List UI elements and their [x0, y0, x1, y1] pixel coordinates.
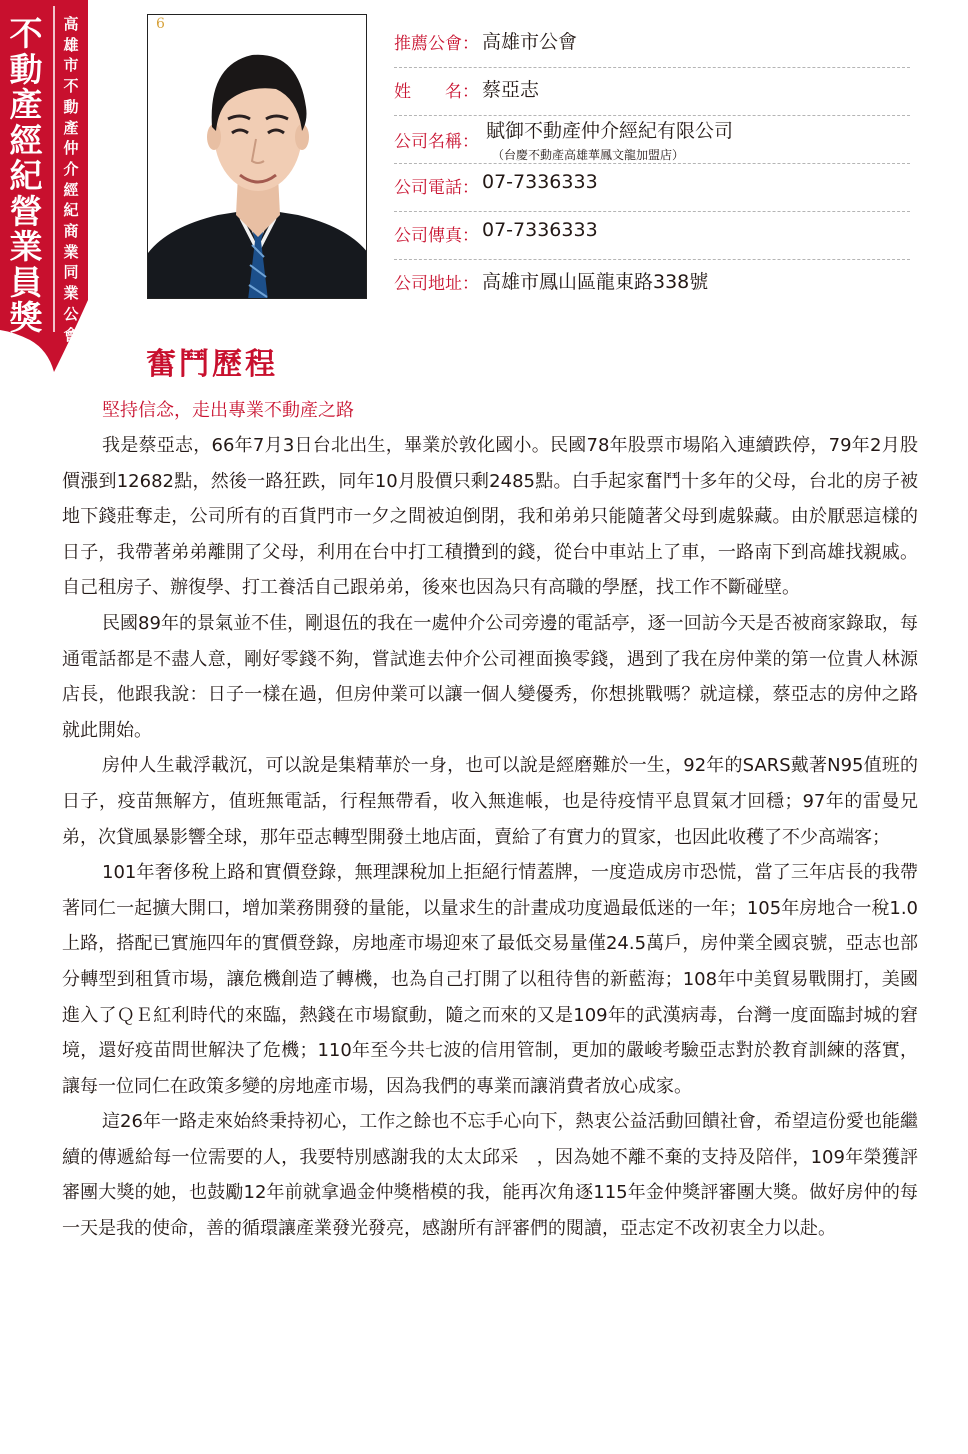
name-label-second: 名：	[445, 82, 479, 102]
name-label	[394, 77, 479, 102]
story-paragraph: 101年奢侈稅上路和實價登錄，無理課稅加上拒絕行情蓋牌，一度造成房市恐慌，當了三年店長的我帶著同仁一起擴大開口，增加業務開發的量能，以量求生的計畫成功度過最低迷的一年；105年房地合一稅1.0上路，搭配已實施四年的實價登錄，房地產市場迎來了最低交易量僅24.5萬戶，房仲業全國哀號，亞志也部分轉型到租賃市場，讓危機創造了轉機，也為自己打開了以租待售的新藍海；108年中美貿易戰開打，美國進入了ＱＥ紅利時代的來臨，熱錢在市場竄動，隨之而來的又是109年的武漢病毒，台灣一度面臨封城的窘境，還好疫苗問世解決了危機；110年至今共七波的信用管制，更加的嚴峻考驗亞志對於教育訓練的落實，讓每一位同仁在政策多變的房地產市場，因為我們的專業而讓消費者放心成家。	[62, 862, 918, 1097]
association-value: 高雄市公會	[482, 31, 578, 53]
name-value: 蔡亞志	[482, 79, 540, 101]
story-paragraph: 民國89年的景氣並不佳，剛退伍的我在一處仲介公司旁邊的電話亭，逐一回訪今天是否被商家錄取，每通電話都是不盡人意，剛好零錢不夠，嘗試進去仲介公司裡面換零錢，遇到了我在房仲業的第一位貴人林源 店長，他跟我說：日子一樣在過，但房仲業可以讓一個人變優秀，你想挑戰嗎？就這樣，蔡亞志的房仲之路就此開始。	[62, 612, 936, 741]
phone-label: 公司電話：	[394, 178, 479, 198]
phone-value: 07-7336333	[482, 171, 598, 193]
story-paragraph: 房仲人生載浮載沉，可以說是集精華於一身，也可以說是經磨難於一生，92年的SARS戴著N95值班的日子，疫苗無解方，值班無電話，行程無帶看，收入無進帳，也是待疫情平息買氣才回穩；97年的雷曼兄弟，次貸風暴影響全球，那年亞志轉型開發土地店面，賣給了有實力的買家，也因此收穫了不少高端客；	[62, 755, 918, 848]
award-title: 不動產經紀營業員獎	[9, 14, 43, 337]
story-paragraph: 這26年一路走來始終秉持初心，工作之餘也不忘手心向下，熱衷公益活動回饋社會，希望這份愛也能繼續的傳遞給每一位需要的人，我要特別感謝我的太太邱采 ，因為她不離不棄的支持及陪伴，109年榮獲評審團大獎的她，也鼓勵12年前就拿過金仲獎楷模的我，能再次角逐115年金仲獎評審團大獎。做好房仲的每一天是我的使命，善的循環讓產業發光發亮，感謝所有評審們的閱讀，亞志定不改初衷全力以赴。	[62, 1111, 918, 1240]
company-label: 公司名稱：	[394, 132, 479, 152]
info-row-association	[394, 20, 910, 68]
address-label: 公司地址：	[394, 274, 479, 294]
info-row-address	[394, 260, 910, 308]
profile-info	[394, 20, 910, 308]
section-heading: 奮鬥歷程	[146, 347, 278, 382]
info-row-fax	[394, 212, 910, 260]
info-row-phone	[394, 164, 910, 212]
address-value: 高雄市鳳山區龍東路338號	[482, 271, 709, 293]
story-subtitle: 堅持信念，走出專業不動產之路	[102, 400, 354, 421]
photo-mark: 6	[156, 16, 165, 32]
story-paragraph: 我是蔡亞志，66年7月3日台北出生，畢業於敦化國小。民國78年股票市場陷入連續跌停，79年2月股價漲到12682點，然後一路狂跌，同年10月股價只剩2485點。白手起家奮鬥十多年的父母，台北的房子被地下錢莊奪走，公司所有的百貨門市一夕之間被迫倒閉，我和弟弟只能隨著父母到處躲藏。由於厭惡這樣的日子，我帶著弟弟離開了父母，利用在台中打工積攢到的錢，從台中車站上了車，一路南下到高雄找親戚。自己租房子、辦復學、打工養活自己跟弟弟，後來也因為只有高職的學歷，找工作不斷碰壁。	[62, 435, 918, 599]
portrait-illustration	[148, 15, 367, 299]
association-name: 高雄市不動產仲介經紀商業同業公會	[63, 15, 79, 344]
info-row-company	[394, 116, 910, 164]
story-body	[62, 428, 936, 1247]
fax-label: 公司傳真：	[394, 226, 479, 246]
portrait-photo	[147, 14, 367, 299]
company-value: 賦御不動產仲介經紀有限公司	[486, 120, 734, 142]
fax-value: 07-7336333	[482, 219, 598, 241]
award-banner	[0, 0, 88, 372]
info-row-name	[394, 68, 910, 116]
association-label: 推薦公會：	[394, 34, 479, 54]
company-branch: （台慶不動產高雄華鳳文龍加盟店）	[492, 148, 685, 162]
name-label-first: 姓	[394, 82, 411, 102]
